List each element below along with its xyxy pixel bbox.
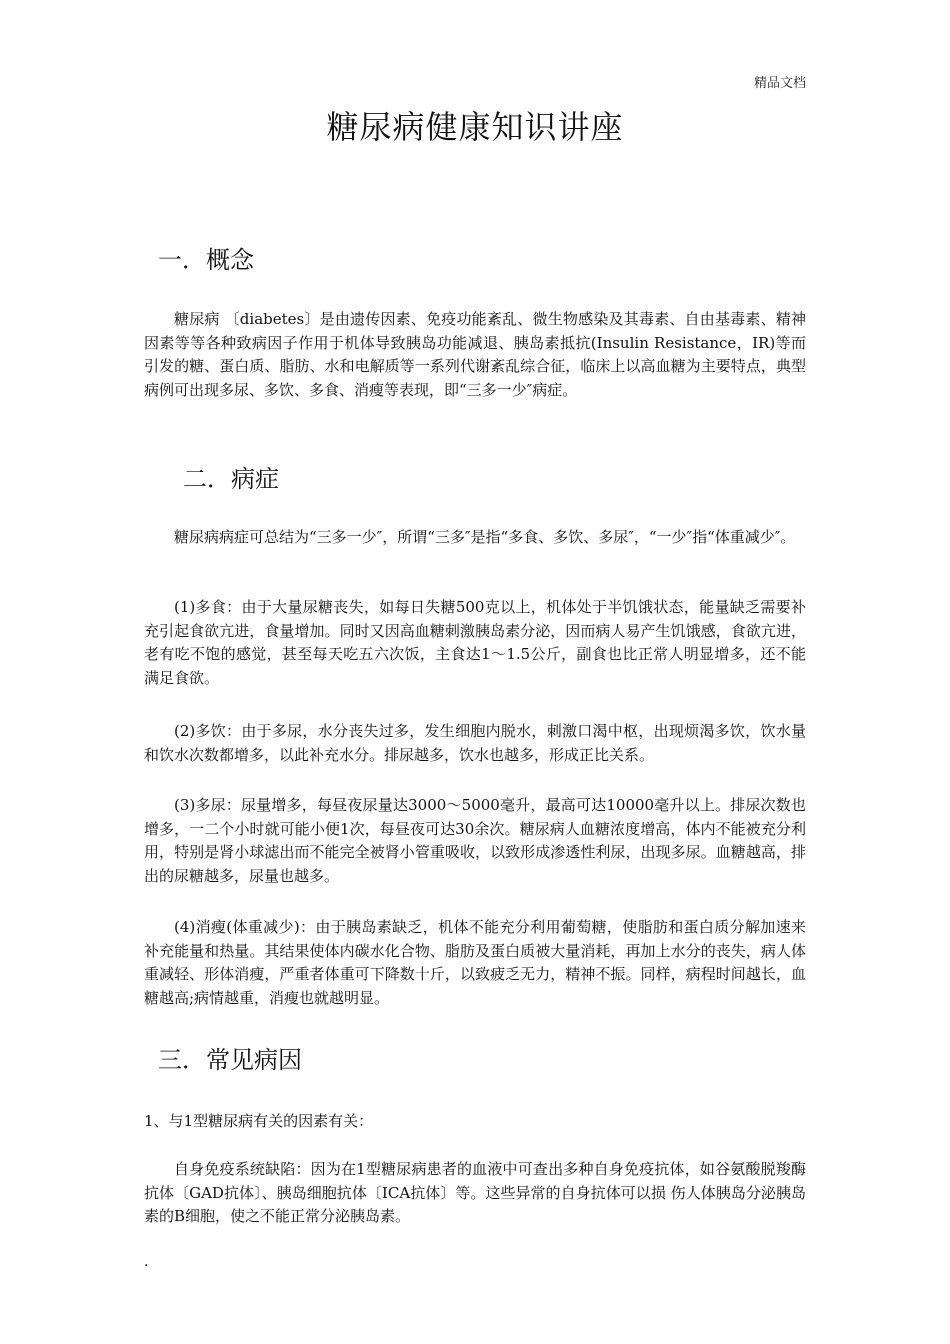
paragraph-polyuria: (3)多尿：尿量增多，每昼夜尿量达3000～5000毫升，最高可达10000毫升以上。排尿次数也增多，一二个小时就可能小便1次，每昼夜可达30余次。糖尿病人血糖浓度增高，体内不能被充分利用，特别是肾小球滤出而不能完全被肾小管重吸收，以致形成渗透性利尿，出现多尿。血糖越高，排出的尿糖越多，尿量也越多。 bbox=[144, 796, 806, 885]
paragraph-polydipsia: (2)多饮：由于多尿，水分丧失过多，发生细胞内脱水，刺激口渴中枢，出现烦渴多饮，饮水量和饮水次数都增多，以此补充水分。排尿越多，饮水也越多，形成正比关系。 bbox=[144, 722, 806, 764]
paragraph-autoimmune: 自身免疫系统缺陷：因为在1型糖尿病患者的血液中可查出多种自身免疫抗体，如谷氨酸脱羧酶抗体〔GAD抗体〕、胰岛细胞抗体〔ICA抗体〕等。这些异常的自身抗体可以损 伤人体胰岛分泌胰岛素的B细胞，使之不能正常分泌胰岛素。 bbox=[144, 1160, 806, 1225]
section-heading-symptoms: 二．病症 bbox=[183, 465, 279, 493]
paragraph-polyphagia: (1)多食：由于大量尿糖丧失，如每日失糖500克以上，机体处于半饥饿状态，能量缺乏需要补充引起食欲亢进，食量增加。同时又因高血糖刺激胰岛素分泌，因而病人易产生饥饿感，食欲亢进，老有吃不饱的感觉，甚至每天吃五六次饭，主食达1～1.5公斤，副食也比正常人明显增多，还不能满足食欲。 bbox=[144, 598, 806, 687]
footer-mark: . bbox=[144, 1254, 149, 1270]
document-title: 糖尿病健康知识讲座 bbox=[326, 108, 624, 146]
paragraph-symptoms-summary: 糖尿病病症可总结为“三多一少″，所谓“三多″是指“多食、多饮、多尿″，“一少″指“体重减少″。 bbox=[174, 528, 796, 546]
section-heading-concept: 一．概念 bbox=[158, 246, 254, 274]
paragraph-concept: 糖尿病 〔diabetes〕是由遗传因素、免疫功能紊乱、微生物感染及其毒素、自由基毒素、精神因素等等各种致病因子作用于机体导致胰岛功能减退、胰岛素抵抗(Insulin Resistance，IR)等而引发的糖、蛋白质、脂肪、水和电解质等一系列代谢紊乱综合征，临床上以高血糖为主要特点，典型病例可出现多尿、多饮、多食、消瘦等表现，即“三多一少″病症。 bbox=[144, 310, 806, 399]
section-heading-causes: 三．常见病因 bbox=[158, 1046, 302, 1074]
paragraph-type1-factors: 1、与1型糖尿病有关的因素有关： bbox=[144, 1112, 374, 1130]
page-header: 精品文档 bbox=[753, 76, 806, 91]
paragraph-weight-loss: (4)消瘦(体重减少)：由于胰岛素缺乏，机体不能充分利用葡萄糖，使脂肪和蛋白质分解加速来补充能量和热量。其结果使体内碳水化合物、脂肪及蛋白质被大量消耗，再加上水分的丧失，病人体重减轻、形体消瘦，严重者体重可下降数十斤，以致疲乏无力，精神不振。同样，病程时间越长，血糖越高;病情越重，消瘦也就越明显。 bbox=[144, 918, 806, 1007]
